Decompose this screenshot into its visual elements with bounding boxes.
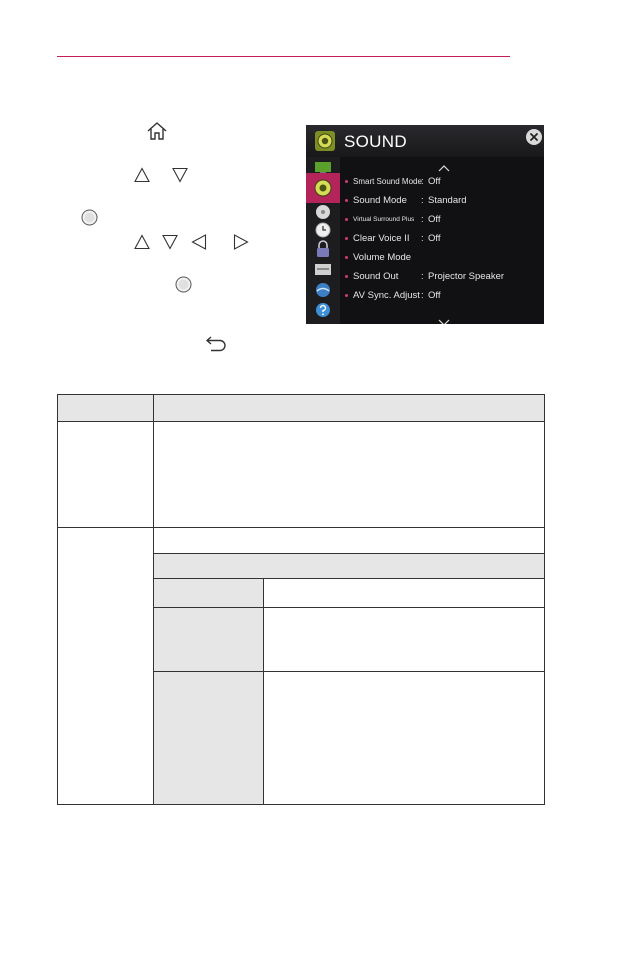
chevron-down-icon[interactable] [438,313,450,324]
network-tab[interactable] [306,281,340,299]
table-cell [154,579,264,608]
menu-item-sound-mode[interactable] [342,195,542,214]
menu-title: SOUND [344,132,407,151]
item-value: Off [428,176,441,187]
item-bullet [345,294,348,297]
item-bullet [345,256,348,259]
menu-sidebar [306,157,340,324]
table-cell [154,422,545,528]
down-icon [162,234,178,250]
sound-tab[interactable] [306,173,340,203]
settings-table [57,394,545,805]
item-label: Sound Mode [353,195,407,206]
ok-button-icon [175,276,192,293]
menu-item-volume-mode[interactable] [342,252,542,271]
disc-tab[interactable] [306,203,340,221]
item-colon: : [421,233,424,244]
item-value: Standard [428,195,467,206]
table-subheader [154,554,545,579]
item-value: Off [428,233,441,244]
item-colon: : [421,176,424,187]
speaker-icon [314,130,336,157]
up-icon [134,234,150,250]
item-colon: : [421,214,424,225]
table-cell [154,528,545,554]
right-icon [233,234,249,250]
time-tab[interactable] [306,221,340,239]
item-label: AV Sync. Adjust [353,290,420,301]
item-bullet [345,275,348,278]
ok-button-icon [81,209,98,226]
item-value: Off [428,290,441,301]
menu-item-clear-voice-ii[interactable] [342,233,542,252]
home-icon [146,121,168,141]
table-cell [264,579,545,608]
up-icon [134,167,150,183]
item-bullet [345,237,348,240]
item-bullet [345,180,348,183]
support-tab[interactable] [306,301,340,319]
table-header-setting [58,395,154,422]
lock-tab[interactable] [306,240,340,258]
menu-list [342,157,542,324]
item-bullet [345,199,348,202]
option-tab[interactable] [306,261,340,279]
header-rule [57,56,510,57]
table-cell [58,528,154,805]
table-cell [154,672,264,805]
table-cell [154,608,264,672]
table-cell [264,608,545,672]
item-label: Sound Out [353,271,399,282]
item-label: Smart Sound Mode [353,177,422,186]
item-colon: : [421,271,424,282]
item-bullet [345,218,348,221]
table-cell [58,422,154,528]
item-colon: : [421,290,424,301]
back-icon [205,334,229,352]
item-value: Off [428,214,441,225]
menu-titlebar [306,125,544,157]
item-label: Clear Voice II [353,233,410,244]
left-icon [191,234,207,250]
sound-menu-screenshot [306,125,544,324]
item-colon: : [421,195,424,206]
item-value: Projector Speaker [428,271,505,282]
menu-item-smart-sound-mode[interactable] [342,176,542,195]
table-header-description [154,395,545,422]
menu-item-virtual-surround-plus[interactable] [342,214,542,233]
menu-item-sound-out[interactable] [342,271,542,290]
menu-item-av-sync-adjust[interactable] [342,290,542,309]
item-label: Virtual Surround Plus [353,216,415,223]
table-cell [264,672,545,805]
chevron-up-icon[interactable] [438,159,450,177]
item-label: Volume Mode [353,252,412,263]
close-icon[interactable] [526,129,542,145]
down-icon [172,167,188,183]
